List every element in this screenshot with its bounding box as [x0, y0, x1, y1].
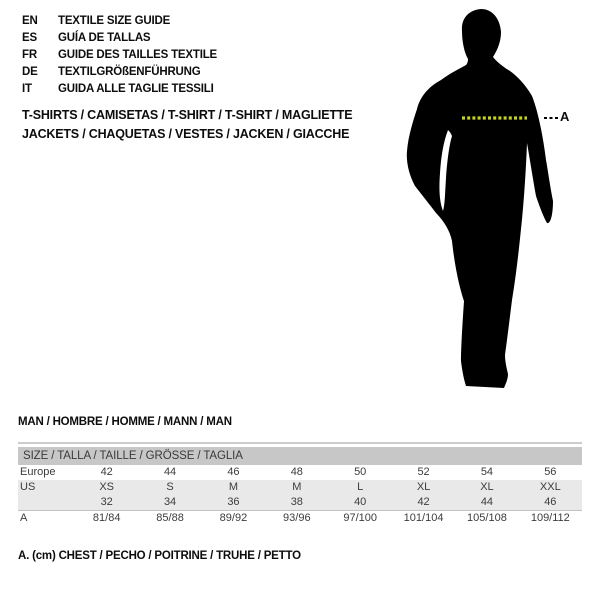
table-cell: M [228, 481, 239, 493]
language-row [22, 64, 217, 81]
measure-label-a: A [560, 109, 570, 124]
table-header: SIZE / TALLA / TAILLE / GRÖSSE / TAGLIA [18, 447, 582, 465]
table-cell: 34 [163, 496, 177, 508]
table-row-numeric [18, 495, 582, 511]
table-row-chest [18, 511, 582, 527]
language-row [22, 47, 217, 64]
table-cell: 44 [480, 496, 494, 508]
measurement-footnote: A. (cm) CHEST / PECHO / POITRINE / TRUHE / PETTO [18, 550, 301, 562]
table-cell: M [292, 481, 302, 493]
language-code: DE [22, 66, 38, 78]
category-list [22, 106, 352, 144]
table-cell: 52 [417, 466, 430, 478]
language-code: FR [22, 49, 37, 61]
language-label: GUIDA ALLE TAGLIE TESSILI [58, 83, 214, 95]
table-cell: 42 [417, 496, 430, 508]
language-label: TEXTILGRÖßENFÜHRUNG [58, 66, 201, 78]
language-label: TEXTILE SIZE GUIDE [58, 15, 171, 27]
table-cell: L [357, 481, 364, 493]
table-cell: 56 [544, 466, 557, 478]
table-cell: S [166, 481, 174, 493]
table-cell: 48 [290, 466, 303, 478]
language-label: GUÍA DE TALLAS [58, 32, 151, 44]
table-cell: 97/100 [343, 512, 378, 524]
table-cell: XL [480, 481, 494, 493]
man-silhouette [405, 8, 560, 392]
table-cell: 81/84 [92, 512, 121, 524]
table-cell: 93/96 [283, 512, 311, 524]
size-table [18, 442, 582, 526]
language-list [22, 13, 217, 98]
table-cell: XXL [539, 481, 561, 493]
language-code: ES [22, 32, 37, 44]
language-row [22, 30, 217, 47]
row-label: US [20, 481, 36, 493]
gender-heading: MAN / HOMBRE / HOMME / MANN / MAN [18, 416, 232, 428]
language-row [22, 81, 217, 98]
table-cell: 46 [544, 496, 557, 508]
language-label: GUIDE DES TAILLES TEXTILE [58, 49, 217, 61]
category-jackets: JACKETS / CHAQUETAS / VESTES / JACKEN / GIACCHE [22, 127, 350, 141]
table-cell: 101/104 [403, 512, 444, 524]
table-cell: 109/112 [530, 512, 570, 524]
table-cell: 54 [480, 466, 494, 478]
language-row [22, 13, 217, 30]
table-cell: 42 [100, 466, 113, 478]
table-cell: 36 [227, 496, 240, 508]
table-row-europe [18, 465, 582, 480]
table-cell: 44 [163, 466, 177, 478]
table-cell: 38 [290, 496, 303, 508]
table-cell: 46 [227, 466, 240, 478]
row-label: A [20, 512, 28, 524]
table-cell: 32 [100, 496, 113, 508]
table-cell: 50 [354, 466, 367, 478]
row-label [18, 495, 75, 511]
category-tshirts: T-SHIRTS / CAMISETAS / T-SHIRT / T-SHIRT / MAGLIETTE [22, 108, 353, 122]
row-label: Europe [20, 466, 56, 478]
table-cell: XL [416, 481, 431, 493]
table-row-us [18, 480, 582, 495]
table-cell: 105/108 [467, 512, 507, 524]
table-top-rule [18, 442, 582, 444]
language-code: EN [22, 15, 38, 27]
table-cell: 85/88 [156, 512, 184, 524]
man-silhouette-shape [407, 9, 553, 388]
language-code: IT [22, 83, 32, 95]
table-cell: 40 [354, 496, 367, 508]
table-cell: XS [99, 481, 115, 493]
table-cell: 89/92 [219, 512, 248, 524]
